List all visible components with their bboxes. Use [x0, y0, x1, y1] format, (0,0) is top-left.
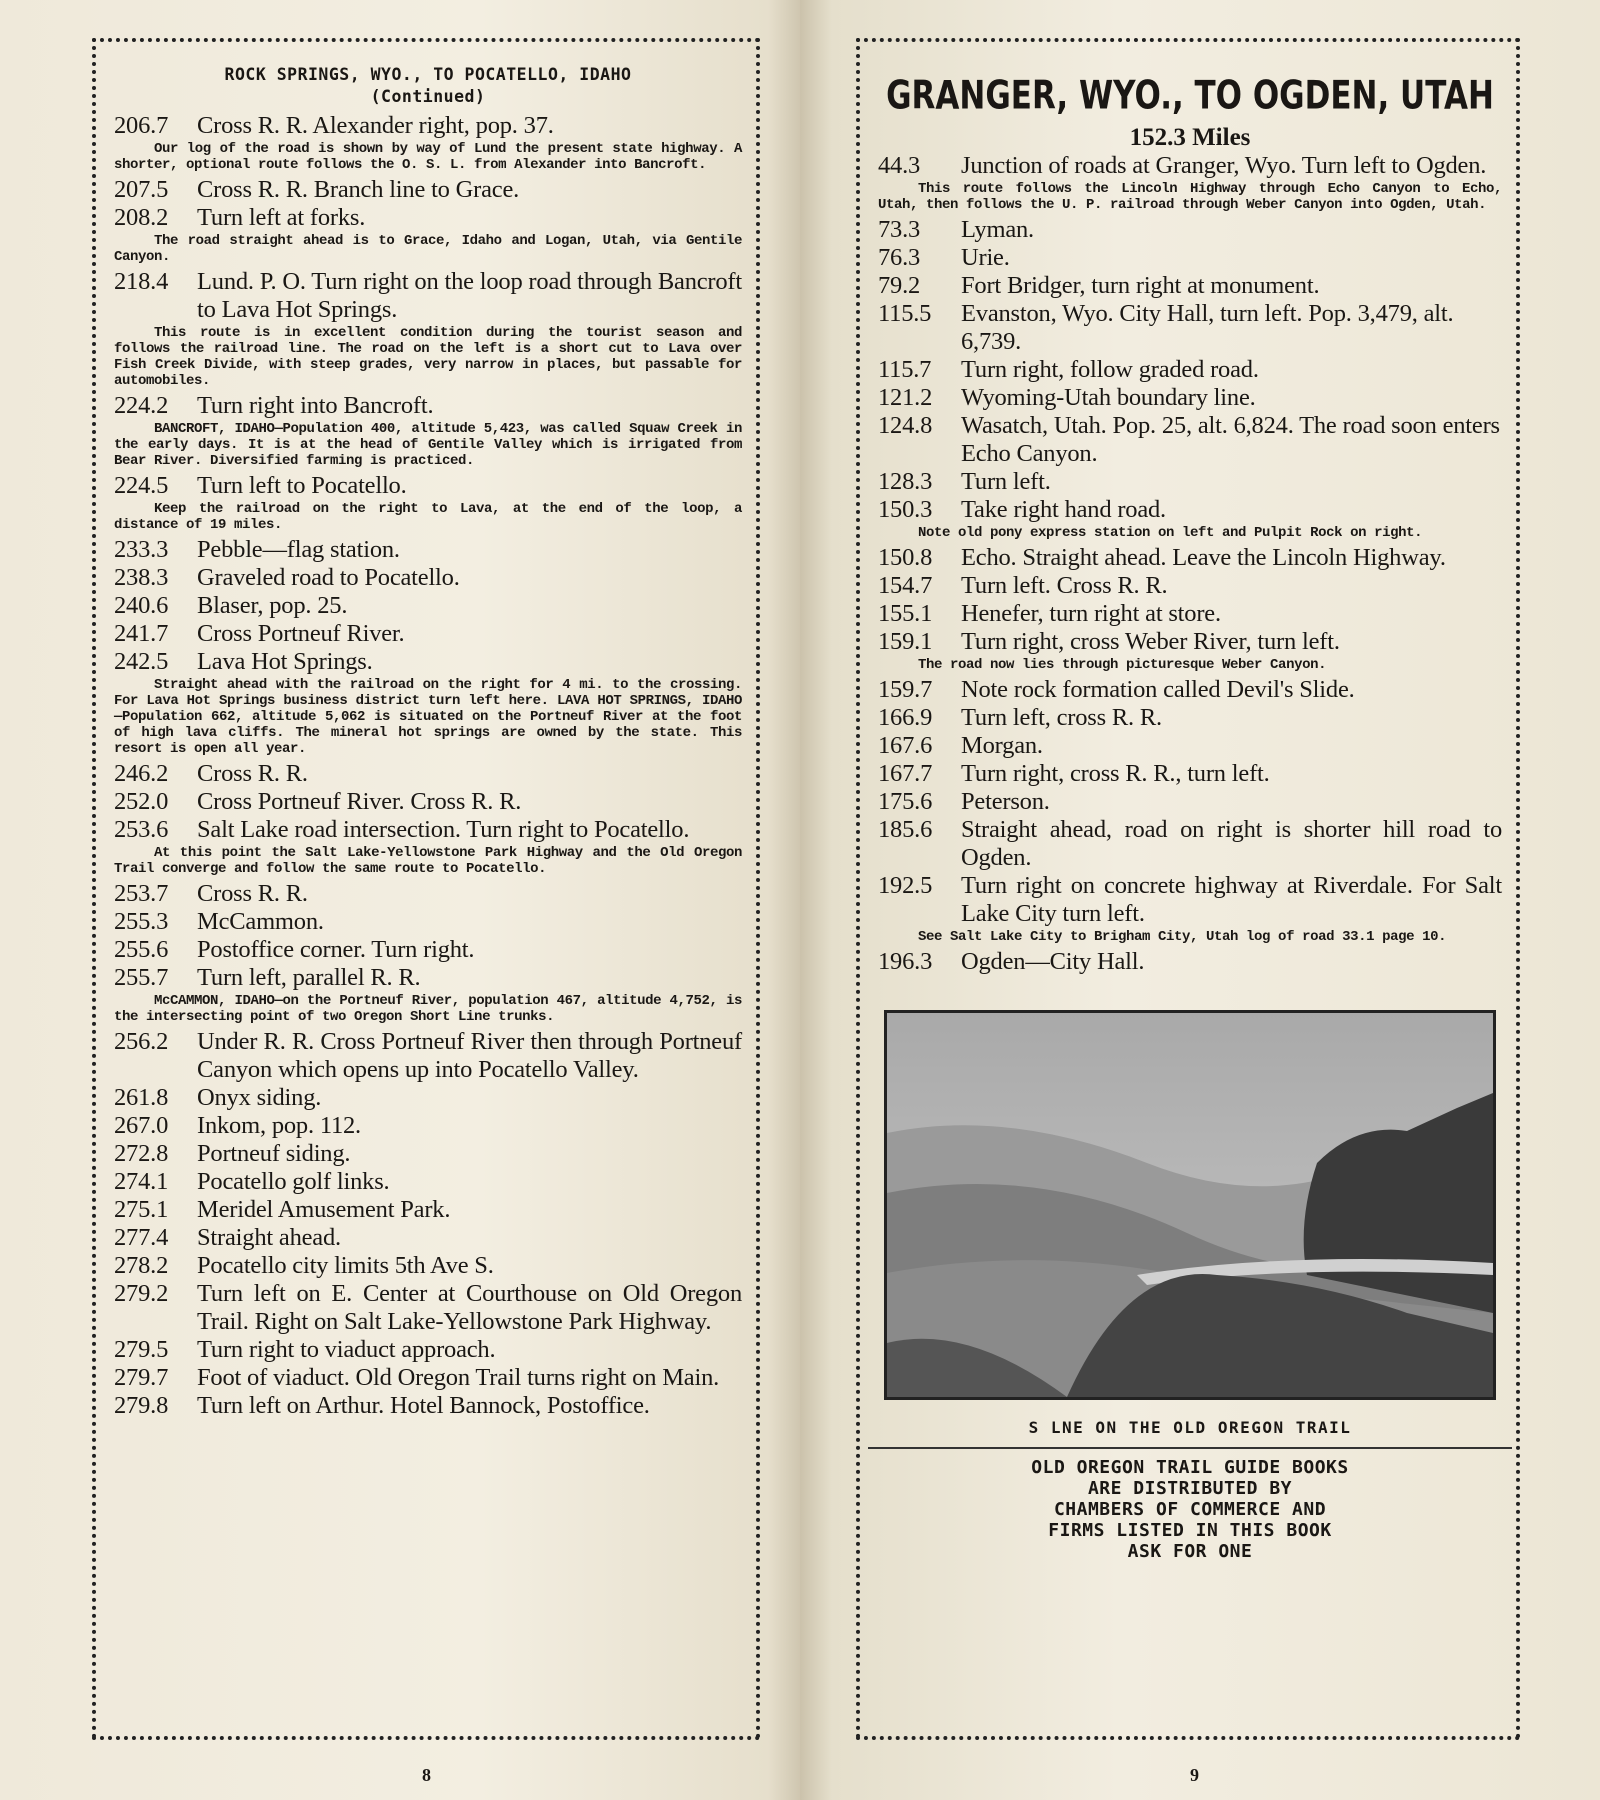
directions: Turn right, cross Weber River, turn left.	[961, 628, 1340, 655]
log-entry	[878, 788, 1502, 816]
log-entry	[878, 468, 1502, 496]
route-note: The road now lies through picturesque Weber Canyon.	[918, 657, 1327, 673]
directions: Lund. P. O. Turn right on the loop road through Bancroft to Lava Hot Springs.	[197, 268, 742, 323]
directions: Pocatello city limits 5th Ave S.	[197, 1252, 494, 1279]
log-entry	[878, 600, 1502, 628]
log-entry	[114, 648, 742, 676]
directions: Take right hand road.	[961, 496, 1166, 523]
mileage: 274.1	[114, 1168, 169, 1195]
town-note: McCAMMON, IDAHO—on the Portneuf River, population 467, altitude 4,752, is the intersecting point of two Oregon Short Line trunks.	[114, 993, 742, 1025]
directions: Turn right, cross R. R., turn left.	[961, 760, 1270, 787]
mileage: 159.7	[878, 676, 933, 703]
log-entry	[114, 536, 742, 564]
log-entry	[878, 496, 1502, 524]
right-page	[800, 0, 1600, 1800]
divider	[868, 1447, 1512, 1449]
log-entry	[114, 1168, 742, 1196]
directions: Turn right, follow graded road.	[961, 356, 1259, 383]
directions: Turn left at forks.	[197, 204, 366, 231]
log-entry	[878, 384, 1502, 412]
town-note: Straight ahead with the railroad on the right for 4 mi. to the crossing. For Lava Hot Springs business district turn left here. LAVA HOT SPRINGS, IDAHO—Population 662, altitude 5,062 is situated on the Portneuf River at the foot of high lava cliffs. The mineral hot springs are owned by the state. This resort is open all year.	[114, 677, 742, 757]
directions: Salt Lake road intersection. Turn right to Pocatello.	[197, 816, 690, 843]
mileage: 218.4	[114, 268, 169, 295]
route-continued-label: (Continued)	[370, 87, 486, 106]
mileage: 224.2	[114, 392, 169, 419]
directions: Turn left, parallel R. R.	[197, 964, 421, 991]
mileage: 252.0	[114, 788, 169, 815]
log-entry	[114, 1028, 742, 1084]
mileage: 44.3	[878, 152, 921, 179]
log-entry	[114, 268, 742, 324]
log-entry	[114, 760, 742, 788]
directions: Note rock formation called Devil's Slide.	[961, 676, 1355, 703]
mileage: 233.3	[114, 536, 169, 563]
mileage: 267.0	[114, 1112, 169, 1139]
log-entry	[114, 1364, 742, 1392]
log-entry	[114, 1084, 742, 1112]
directions: Onyx siding.	[197, 1084, 322, 1111]
directions: Cross Portneuf River. Cross R. R.	[197, 788, 522, 815]
route-note: Keep the railroad on the right to Lava, at the end of the loop, a distance of 19 miles.	[114, 501, 742, 533]
mileage: 255.3	[114, 908, 169, 935]
directions: Turn right on concrete highway at Riverdale. For Salt Lake City turn left.	[961, 872, 1502, 927]
route-note: Note old pony express station on left and Pulpit Rock on right.	[918, 525, 1423, 541]
log-entry	[114, 204, 742, 232]
directions: Meridel Amusement Park.	[197, 1196, 451, 1223]
log-entry	[114, 472, 742, 500]
directions: Turn left on Arthur. Hotel Bannock, Postoffice.	[197, 1392, 650, 1419]
directions: Wyoming-Utah boundary line.	[961, 384, 1256, 411]
log-entry	[114, 392, 742, 420]
directions: Portneuf siding.	[197, 1140, 351, 1167]
log-entry	[114, 908, 742, 936]
mileage: 155.1	[878, 600, 933, 627]
mileage: 279.2	[114, 1280, 169, 1307]
directions: Cross Portneuf River.	[197, 620, 405, 647]
mileage: 185.6	[878, 816, 933, 843]
mileage: 255.6	[114, 936, 169, 963]
directions: Urie.	[961, 244, 1010, 271]
log-entry	[114, 1140, 742, 1168]
directions: Postoffice corner. Turn right.	[197, 936, 475, 963]
log-entry	[878, 544, 1502, 572]
directions: Inkom, pop. 112.	[197, 1112, 361, 1139]
directions: Cross R. R.	[197, 880, 308, 907]
right-route-log	[878, 152, 1502, 976]
log-entry	[114, 1112, 742, 1140]
mileage: 242.5	[114, 648, 169, 675]
directions: Turn left on E. Center at Courthouse on Old Oregon Trail. Right on Salt Lake-Yellowstone Park Highway.	[197, 1280, 742, 1335]
directions: Turn right to viaduct approach.	[197, 1336, 496, 1363]
route-title: GRANGER, WYO., TO OGDEN, UTAH	[886, 73, 1494, 119]
log-entry	[114, 788, 742, 816]
route-note: This route follows the Lincoln Highway through Echo Canyon to Echo, Utah, then follows the U. P. railroad through Weber Canyon into Ogden, Utah.	[878, 181, 1502, 213]
log-entry	[878, 152, 1502, 180]
mileage: 255.7	[114, 964, 169, 991]
mileage: 241.7	[114, 620, 169, 647]
log-entry	[114, 816, 742, 844]
directions: Lava Hot Springs.	[197, 648, 373, 675]
directions: Henefer, turn right at store.	[961, 600, 1221, 627]
log-entry	[114, 176, 742, 204]
log-entry	[114, 964, 742, 992]
directions: Cross R. R. Alexander right, pop. 37.	[197, 112, 554, 139]
directions: Straight ahead, road on right is shorter hill road to Ogden.	[961, 816, 1502, 871]
mileage: 115.5	[878, 300, 932, 327]
directions: Fort Bridger, turn right at monument.	[961, 272, 1320, 299]
route-note: The road straight ahead is to Grace, Idaho and Logan, Utah, via Gentile Canyon.	[114, 233, 742, 265]
left-route-log	[114, 112, 742, 1420]
mileage: 159.1	[878, 628, 933, 655]
log-entry	[114, 620, 742, 648]
log-entry	[878, 244, 1502, 272]
log-entry	[878, 356, 1502, 384]
notice-line: ARE DISTRIBUTED BY	[1087, 1478, 1293, 1499]
mileage: 121.2	[878, 384, 933, 411]
directions: Foot of viaduct. Old Oregon Trail turns right on Main.	[197, 1364, 720, 1391]
left-page-border	[92, 38, 760, 1740]
directions: Echo. Straight ahead. Leave the Lincoln Highway.	[961, 544, 1446, 571]
log-entry	[878, 676, 1502, 704]
log-entry	[878, 948, 1502, 976]
mileage: 196.3	[878, 948, 933, 975]
town-note: BANCROFT, IDAHO—Population 400, altitude 5,423, was called Squaw Creek in the early days. It is at the head of Gentile Valley which is irrigated from Bear River. Diversified farming is practiced.	[114, 421, 742, 469]
log-entry	[878, 272, 1502, 300]
mileage: 167.7	[878, 760, 933, 787]
mileage: 175.6	[878, 788, 933, 815]
mileage: 279.5	[114, 1336, 169, 1363]
directions: Cross R. R.	[197, 760, 308, 787]
photo-caption: S LNE ON THE OLD OREGON TRAIL	[1028, 1418, 1352, 1437]
mileage: 275.1	[114, 1196, 169, 1223]
directions: Cross R. R. Branch line to Grace.	[197, 176, 520, 203]
page-number: 8	[422, 1765, 431, 1785]
route-distance: 152.3 Miles	[1129, 124, 1251, 151]
directions: Ogden—City Hall.	[961, 948, 1145, 975]
directions: Peterson.	[961, 788, 1050, 815]
notice-line: CHAMBERS OF COMMERCE AND	[1053, 1499, 1327, 1520]
log-entry	[878, 704, 1502, 732]
directions: Morgan.	[961, 732, 1043, 759]
log-entry	[878, 760, 1502, 788]
mileage: 128.3	[878, 468, 933, 495]
log-entry	[114, 880, 742, 908]
mileage: 207.5	[114, 176, 169, 203]
directions: McCammon.	[197, 908, 324, 935]
notice-line: FIRMS LISTED IN THIS BOOK	[1048, 1520, 1332, 1541]
directions: Evanston, Wyo. City Hall, turn left. Pop. 3,479, alt. 6,739.	[961, 300, 1454, 355]
log-entry	[878, 412, 1502, 468]
log-entry	[878, 816, 1502, 872]
directions: Junction of roads at Granger, Wyo. Turn left to Ogden.	[961, 152, 1487, 179]
mileage: 253.6	[114, 816, 169, 843]
log-entry	[878, 216, 1502, 244]
directions: Turn left.	[961, 468, 1051, 495]
mileage: 261.8	[114, 1084, 169, 1111]
mileage: 154.7	[878, 572, 933, 599]
log-entry	[114, 1336, 742, 1364]
guide-book-notice	[878, 1457, 1502, 1562]
mileage: 277.4	[114, 1224, 169, 1251]
log-entry	[114, 564, 742, 592]
route-note: Our log of the road is shown by way of Lund the present state highway. A shorter, optional route follows the O. S. L. from Alexander into Bancroft.	[114, 141, 742, 173]
directions: Pebble—flag station.	[197, 536, 400, 563]
route-title: ROCK SPRINGS, WYO., TO POCATELLO, IDAHO	[224, 65, 632, 84]
log-entry	[878, 872, 1502, 928]
mileage: 167.6	[878, 732, 933, 759]
directions: Pocatello golf links.	[197, 1168, 390, 1195]
log-entry	[114, 112, 742, 140]
log-entry	[114, 1280, 742, 1336]
directions: Turn right into Bancroft.	[197, 392, 434, 419]
route-note: See Salt Lake City to Brigham City, Utah log of road 33.1 page 10.	[918, 929, 1447, 945]
directions: Wasatch, Utah. Pop. 25, alt. 6,824. The road soon enters Echo Canyon.	[961, 412, 1500, 467]
mileage: 150.3	[878, 496, 933, 523]
log-entry	[114, 1392, 742, 1420]
page-number: 9	[1190, 1765, 1199, 1785]
directions: Straight ahead.	[197, 1224, 341, 1251]
directions: Graveled road to Pocatello.	[197, 564, 460, 591]
mileage: 73.3	[878, 216, 921, 243]
mileage: 206.7	[114, 112, 169, 139]
log-entry	[878, 732, 1502, 760]
directions: Turn left. Cross R. R.	[961, 572, 1168, 599]
log-entry	[114, 1196, 742, 1224]
canyon-scene-image	[887, 1013, 1493, 1397]
mileage: 124.8	[878, 412, 933, 439]
directions: Turn left, cross R. R.	[961, 704, 1162, 731]
mileage: 246.2	[114, 760, 169, 787]
directions: Turn left to Pocatello.	[197, 472, 407, 499]
mileage: 150.8	[878, 544, 933, 571]
left-page-header	[114, 64, 742, 108]
directions: Under R. R. Cross Portneuf River then through Portneuf Canyon which opens up into Pocatello Valley.	[197, 1028, 742, 1083]
log-entry	[878, 628, 1502, 656]
directions: Lyman.	[961, 216, 1034, 243]
directions: Blaser, pop. 25.	[197, 592, 348, 619]
notice-line: OLD OREGON TRAIL GUIDE BOOKS	[1031, 1457, 1349, 1478]
mileage: 238.3	[114, 564, 169, 591]
mileage: 79.2	[878, 272, 921, 299]
log-entry	[878, 572, 1502, 600]
trail-photo	[884, 1010, 1496, 1400]
mileage: 279.7	[114, 1364, 169, 1391]
right-page-border	[856, 38, 1520, 1740]
mileage: 256.2	[114, 1028, 169, 1055]
mileage: 208.2	[114, 204, 169, 231]
mileage: 76.3	[878, 244, 921, 271]
mileage: 272.8	[114, 1140, 169, 1167]
mileage: 279.8	[114, 1392, 169, 1419]
left-page-content	[114, 64, 742, 1420]
log-entry	[114, 1224, 742, 1252]
route-note: At this point the Salt Lake-Yellowstone Park Highway and the Old Oregon Trail converge and follow the same route to Pocatello.	[114, 845, 742, 877]
mileage: 166.9	[878, 704, 933, 731]
mileage: 224.5	[114, 472, 169, 499]
notice-line: ASK FOR ONE	[1127, 1541, 1253, 1562]
mileage: 240.6	[114, 592, 169, 619]
route-note: This route is in excellent condition during the tourist season and follows the railroad line. The road on the left is a short cut to Lava over Fish Creek Divide, with steep grades, very narrow in places, but passable for automobiles.	[114, 325, 742, 389]
log-entry	[114, 936, 742, 964]
mileage: 192.5	[878, 872, 933, 899]
log-entry	[114, 1252, 742, 1280]
mileage: 278.2	[114, 1252, 169, 1279]
mileage: 253.7	[114, 880, 169, 907]
log-entry	[114, 592, 742, 620]
mileage: 115.7	[878, 356, 932, 383]
log-entry	[878, 300, 1502, 356]
right-page-content	[878, 64, 1502, 1562]
